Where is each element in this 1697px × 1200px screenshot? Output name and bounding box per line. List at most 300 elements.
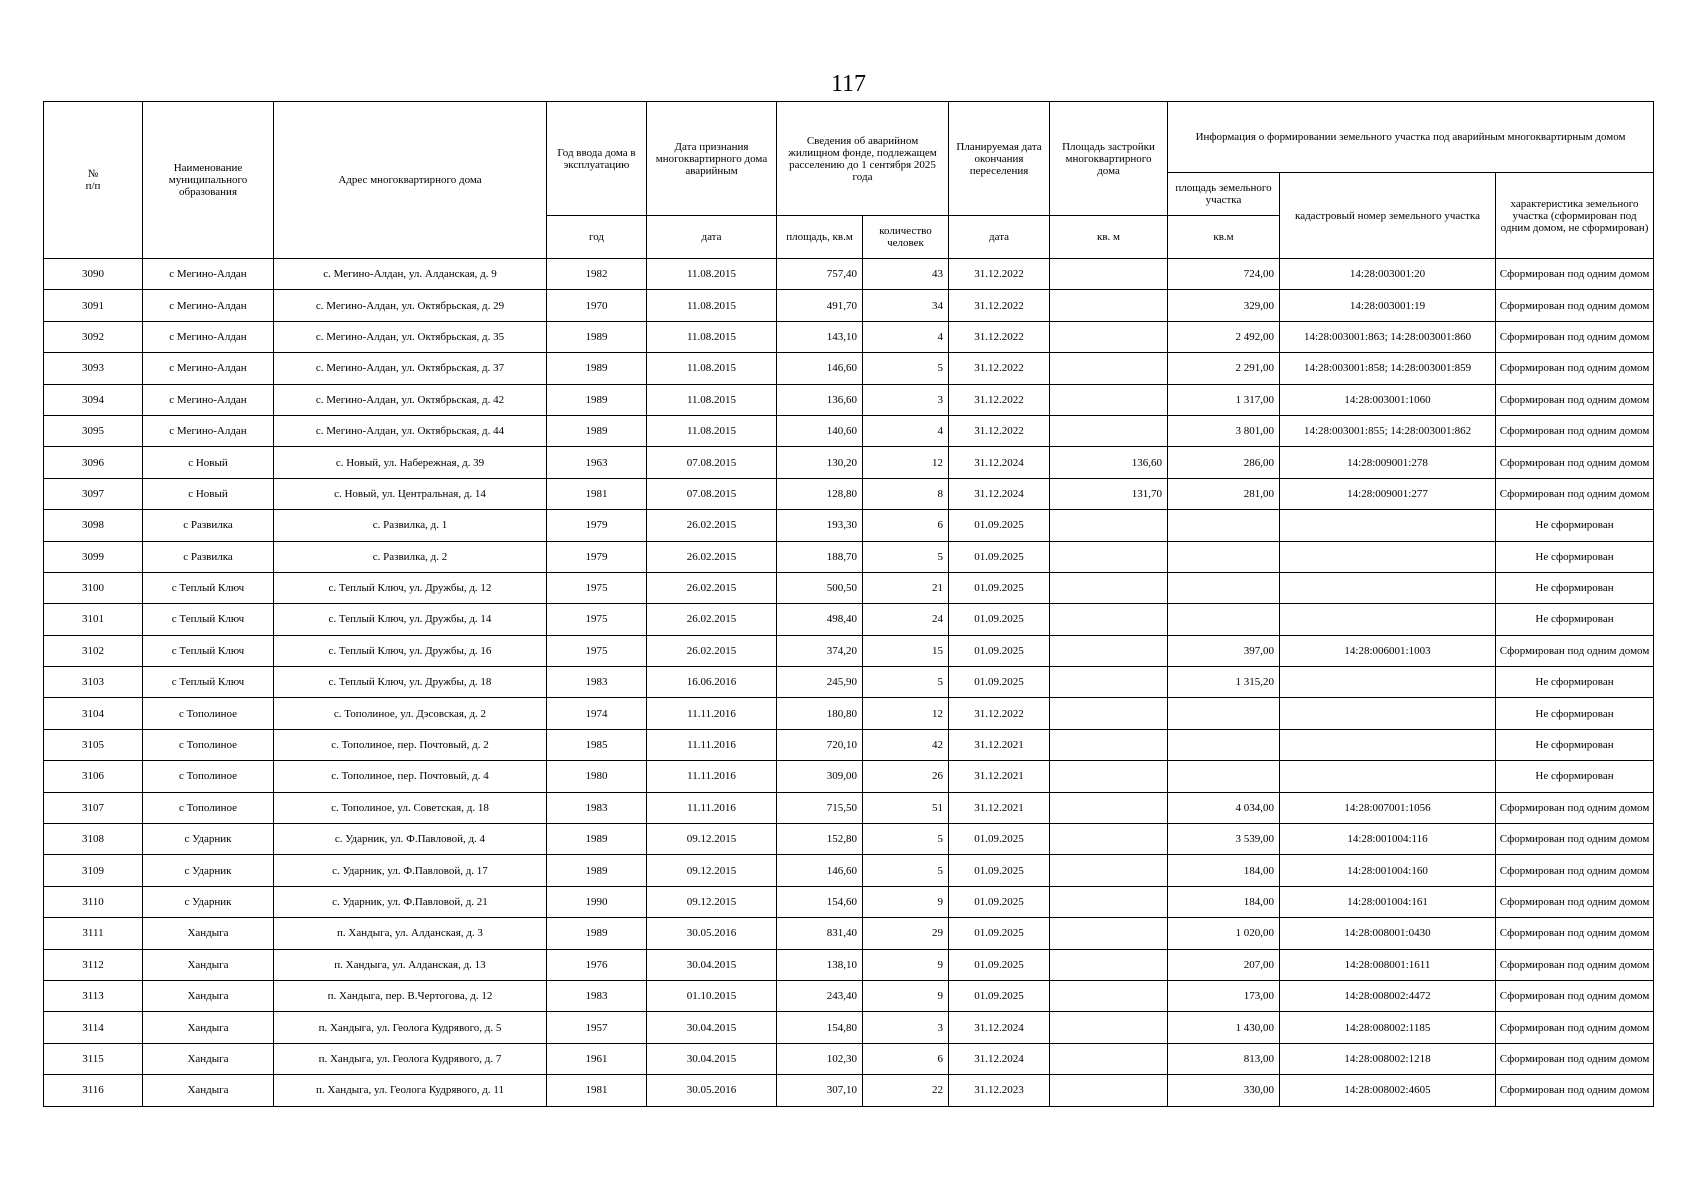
cell-people: 5 <box>863 824 949 855</box>
cell-number: 3108 <box>44 824 143 855</box>
cell-characteristic: Сформирован под одним домом <box>1496 855 1654 886</box>
table-row <box>44 667 1654 698</box>
cell-municipality: с Тополиное <box>143 729 274 760</box>
cell-number: 3091 <box>44 290 143 321</box>
cell-planned-date: 01.09.2025 <box>949 541 1050 572</box>
cell-cadastral: 14:28:003001:863; 14:28:003001:860 <box>1280 321 1496 352</box>
cell-year: 1975 <box>547 572 647 603</box>
cell-building-area <box>1050 259 1168 290</box>
table-body <box>44 259 1654 1107</box>
cell-area: 102,30 <box>777 1043 863 1074</box>
cell-municipality: с Новый <box>143 447 274 478</box>
cell-year: 1989 <box>547 855 647 886</box>
cell-address: с. Теплый Ключ, ул. Дружбы, д. 18 <box>274 667 547 698</box>
cell-building-area <box>1050 541 1168 572</box>
cell-planned-date: 31.12.2022 <box>949 321 1050 352</box>
cell-cadastral <box>1280 761 1496 792</box>
cell-address: с. Тополиное, ул. Дэсовская, д. 2 <box>274 698 547 729</box>
cell-people: 9 <box>863 980 949 1011</box>
cell-municipality: Хандыга <box>143 980 274 1011</box>
cell-recognition-date: 26.02.2015 <box>647 541 777 572</box>
cell-year: 1989 <box>547 321 647 352</box>
cell-municipality: с Мегино-Алдан <box>143 353 274 384</box>
header-unit-year: год <box>547 216 647 259</box>
cell-municipality: Хандыга <box>143 918 274 949</box>
cell-people: 12 <box>863 447 949 478</box>
cell-characteristic: Не сформирован <box>1496 667 1654 698</box>
cell-planned-date: 31.12.2024 <box>949 1043 1050 1074</box>
cell-land-area: 329,00 <box>1168 290 1280 321</box>
cell-land-area: 724,00 <box>1168 259 1280 290</box>
cell-number: 3113 <box>44 980 143 1011</box>
cell-planned-date: 01.09.2025 <box>949 824 1050 855</box>
cell-land-area <box>1168 729 1280 760</box>
page-number: 117 <box>830 71 867 97</box>
cell-number: 3099 <box>44 541 143 572</box>
cell-land-area <box>1168 510 1280 541</box>
cell-number: 3102 <box>44 635 143 666</box>
cell-planned-date: 01.09.2025 <box>949 949 1050 980</box>
cell-area: 146,60 <box>777 855 863 886</box>
cell-cadastral <box>1280 729 1496 760</box>
cell-area: 374,20 <box>777 635 863 666</box>
cell-recognition-date: 01.10.2015 <box>647 980 777 1011</box>
cell-address: с. Мегино-Алдан, ул. Октябрьская, д. 42 <box>274 384 547 415</box>
cell-characteristic: Сформирован под одним домом <box>1496 949 1654 980</box>
cell-building-area <box>1050 792 1168 823</box>
cell-land-area: 397,00 <box>1168 635 1280 666</box>
cell-year: 1989 <box>547 353 647 384</box>
cell-municipality: Хандыга <box>143 1043 274 1074</box>
cell-planned-date: 01.09.2025 <box>949 918 1050 949</box>
cell-building-area <box>1050 698 1168 729</box>
cell-people: 24 <box>863 604 949 635</box>
cell-municipality: Хандыга <box>143 1012 274 1043</box>
cell-cadastral: 14:28:003001:855; 14:28:003001:862 <box>1280 415 1496 446</box>
cell-municipality: с Мегино-Алдан <box>143 259 274 290</box>
cell-people: 34 <box>863 290 949 321</box>
cell-recognition-date: 11.08.2015 <box>647 321 777 352</box>
cell-address: с. Мегино-Алдан, ул. Октябрьская, д. 29 <box>274 290 547 321</box>
cell-number: 3095 <box>44 415 143 446</box>
cell-area: 720,10 <box>777 729 863 760</box>
cell-people: 15 <box>863 635 949 666</box>
cell-building-area <box>1050 949 1168 980</box>
cell-municipality: с Ударник <box>143 824 274 855</box>
cell-area: 757,40 <box>777 259 863 290</box>
cell-cadastral: 14:28:003001:1060 <box>1280 384 1496 415</box>
cell-area: 831,40 <box>777 918 863 949</box>
cell-number: 3104 <box>44 698 143 729</box>
cell-address: п. Хандыга, ул. Геолога Кудрявого, д. 7 <box>274 1043 547 1074</box>
cell-recognition-date: 11.08.2015 <box>647 353 777 384</box>
cell-planned-date: 31.12.2022 <box>949 353 1050 384</box>
cell-people: 12 <box>863 698 949 729</box>
cell-building-area <box>1050 415 1168 446</box>
cell-municipality: с Тополиное <box>143 761 274 792</box>
cell-number: 3114 <box>44 1012 143 1043</box>
cell-characteristic: Не сформирован <box>1496 572 1654 603</box>
cell-cadastral: 14:28:008002:4605 <box>1280 1075 1496 1106</box>
cell-municipality: с Ударник <box>143 886 274 917</box>
cell-municipality: с Развилка <box>143 510 274 541</box>
cell-building-area <box>1050 353 1168 384</box>
cell-cadastral: 14:28:006001:1003 <box>1280 635 1496 666</box>
cell-municipality: с Тополиное <box>143 698 274 729</box>
cell-recognition-date: 11.11.2016 <box>647 729 777 760</box>
cell-recognition-date: 30.04.2015 <box>647 1012 777 1043</box>
cell-area: 500,50 <box>777 572 863 603</box>
table-row <box>44 949 1654 980</box>
header-building-area: Площадь застройки многоквартирного дома <box>1050 102 1168 216</box>
cell-people: 3 <box>863 384 949 415</box>
cell-area: 491,70 <box>777 290 863 321</box>
cell-cadastral: 14:28:008002:1218 <box>1280 1043 1496 1074</box>
cell-year: 1979 <box>547 541 647 572</box>
cell-people: 5 <box>863 667 949 698</box>
cell-area: 154,60 <box>777 886 863 917</box>
cell-area: 307,10 <box>777 1075 863 1106</box>
cell-land-area <box>1168 761 1280 792</box>
cell-recognition-date: 11.08.2015 <box>647 290 777 321</box>
cell-cadastral: 14:28:008001:0430 <box>1280 918 1496 949</box>
cell-municipality: Хандыга <box>143 949 274 980</box>
cell-year: 1990 <box>547 886 647 917</box>
cell-municipality: с Теплый Ключ <box>143 572 274 603</box>
cell-cadastral: 14:28:003001:858; 14:28:003001:859 <box>1280 353 1496 384</box>
cell-year: 1980 <box>547 761 647 792</box>
table-row <box>44 761 1654 792</box>
cell-planned-date: 01.09.2025 <box>949 855 1050 886</box>
cell-characteristic: Сформирован под одним домом <box>1496 353 1654 384</box>
table-row <box>44 635 1654 666</box>
cell-characteristic: Не сформирован <box>1496 604 1654 635</box>
cell-year: 1982 <box>547 259 647 290</box>
cell-characteristic: Сформирован под одним домом <box>1496 886 1654 917</box>
header-num: № п/п <box>44 102 143 259</box>
cell-characteristic: Сформирован под одним домом <box>1496 1075 1654 1106</box>
header-unit-planned-date: дата <box>949 216 1050 259</box>
cell-recognition-date: 30.05.2016 <box>647 918 777 949</box>
cell-area: 243,40 <box>777 980 863 1011</box>
cell-land-area <box>1168 541 1280 572</box>
header-cadastral: кадастровый номер земельного участка <box>1280 173 1496 259</box>
header-characteristic: характеристика земельного участка (сформирован под одним домом, не сформирован) <box>1496 173 1654 259</box>
cell-cadastral <box>1280 572 1496 603</box>
cell-address: с. Тополиное, пер. Почтовый, д. 4 <box>274 761 547 792</box>
cell-area: 136,60 <box>777 384 863 415</box>
cell-characteristic: Сформирован под одним домом <box>1496 1043 1654 1074</box>
cell-people: 9 <box>863 949 949 980</box>
cell-building-area <box>1050 729 1168 760</box>
cell-area: 152,80 <box>777 824 863 855</box>
cell-recognition-date: 26.02.2015 <box>647 635 777 666</box>
cell-address: с. Теплый Ключ, ул. Дружбы, д. 12 <box>274 572 547 603</box>
cell-planned-date: 31.12.2021 <box>949 729 1050 760</box>
cell-municipality: с Ударник <box>143 855 274 886</box>
cell-land-area: 173,00 <box>1168 980 1280 1011</box>
table-row <box>44 918 1654 949</box>
cell-land-area: 1 430,00 <box>1168 1012 1280 1043</box>
cell-cadastral: 14:28:007001:1056 <box>1280 792 1496 823</box>
table-row <box>44 698 1654 729</box>
cell-area: 146,60 <box>777 353 863 384</box>
cell-building-area <box>1050 572 1168 603</box>
header-unit-area: площадь, кв.м <box>777 216 863 259</box>
table-row <box>44 824 1654 855</box>
table-row <box>44 541 1654 572</box>
cell-planned-date: 31.12.2022 <box>949 415 1050 446</box>
cell-area: 309,00 <box>777 761 863 792</box>
cell-people: 29 <box>863 918 949 949</box>
cell-cadastral: 14:28:003001:20 <box>1280 259 1496 290</box>
cell-characteristic: Сформирован под одним домом <box>1496 792 1654 823</box>
cell-year: 1989 <box>547 415 647 446</box>
cell-recognition-date: 09.12.2015 <box>647 824 777 855</box>
cell-number: 3107 <box>44 792 143 823</box>
cell-address: с. Развилка, д. 2 <box>274 541 547 572</box>
cell-characteristic: Не сформирован <box>1496 761 1654 792</box>
cell-area: 154,80 <box>777 1012 863 1043</box>
table-row <box>44 729 1654 760</box>
cell-year: 1976 <box>547 949 647 980</box>
cell-people: 51 <box>863 792 949 823</box>
cell-area: 143,10 <box>777 321 863 352</box>
cell-number: 3105 <box>44 729 143 760</box>
cell-year: 1989 <box>547 384 647 415</box>
cell-address: с. Ударник, ул. Ф.Павловой, д. 21 <box>274 886 547 917</box>
table-row <box>44 855 1654 886</box>
cell-recognition-date: 07.08.2015 <box>647 478 777 509</box>
cell-people: 5 <box>863 855 949 886</box>
cell-cadastral <box>1280 510 1496 541</box>
cell-area: 130,20 <box>777 447 863 478</box>
cell-number: 3092 <box>44 321 143 352</box>
cell-recognition-date: 11.08.2015 <box>647 259 777 290</box>
cell-planned-date: 01.09.2025 <box>949 886 1050 917</box>
cell-address: с. Мегино-Алдан, ул. Алданская, д. 9 <box>274 259 547 290</box>
cell-number: 3116 <box>44 1075 143 1106</box>
table-row <box>44 353 1654 384</box>
cell-characteristic: Сформирован под одним домом <box>1496 290 1654 321</box>
cell-number: 3096 <box>44 447 143 478</box>
header-address: Адрес многоквартирного дома <box>274 102 547 259</box>
cell-cadastral: 14:28:009001:278 <box>1280 447 1496 478</box>
cell-building-area: 131,70 <box>1050 478 1168 509</box>
cell-cadastral: 14:28:001004:161 <box>1280 886 1496 917</box>
header-land-area: площадь земельного участка <box>1168 173 1280 216</box>
cell-address: с. Тополиное, ул. Советская, д. 18 <box>274 792 547 823</box>
table-row <box>44 980 1654 1011</box>
cell-land-area: 813,00 <box>1168 1043 1280 1074</box>
cell-number: 3090 <box>44 259 143 290</box>
cell-cadastral <box>1280 698 1496 729</box>
cell-building-area <box>1050 918 1168 949</box>
cell-address: п. Хандыга, ул. Геолога Кудрявого, д. 11 <box>274 1075 547 1106</box>
cell-recognition-date: 30.05.2016 <box>647 1075 777 1106</box>
cell-address: с. Новый, ул. Набережная, д. 39 <box>274 447 547 478</box>
table-row <box>44 792 1654 823</box>
cell-address: с. Мегино-Алдан, ул. Октябрьская, д. 44 <box>274 415 547 446</box>
cell-characteristic: Сформирован под одним домом <box>1496 415 1654 446</box>
table-row <box>44 1075 1654 1106</box>
cell-year: 1983 <box>547 792 647 823</box>
cell-recognition-date: 30.04.2015 <box>647 1043 777 1074</box>
cell-characteristic: Сформирован под одним домом <box>1496 635 1654 666</box>
cell-number: 3111 <box>44 918 143 949</box>
cell-planned-date: 01.09.2025 <box>949 510 1050 541</box>
cell-planned-date: 31.12.2022 <box>949 698 1050 729</box>
cell-characteristic: Не сформирован <box>1496 541 1654 572</box>
cell-land-area: 1 020,00 <box>1168 918 1280 949</box>
cell-address: с. Новый, ул. Центральная, д. 14 <box>274 478 547 509</box>
cell-building-area <box>1050 1043 1168 1074</box>
cell-planned-date: 31.12.2024 <box>949 447 1050 478</box>
cell-characteristic: Сформирован под одним домом <box>1496 1012 1654 1043</box>
header-unit-land-sqm: кв.м <box>1168 216 1280 259</box>
cell-people: 5 <box>863 353 949 384</box>
cell-area: 140,60 <box>777 415 863 446</box>
cell-cadastral: 14:28:001004:116 <box>1280 824 1496 855</box>
cell-recognition-date: 26.02.2015 <box>647 510 777 541</box>
cell-planned-date: 01.09.2025 <box>949 980 1050 1011</box>
table-row <box>44 290 1654 321</box>
header-emergency-info: Сведения об аварийном жилищном фонде, подлежащем расселению до 1 сентября 2025 года <box>777 102 949 216</box>
cell-year: 1970 <box>547 290 647 321</box>
cell-area: 180,80 <box>777 698 863 729</box>
cell-area: 715,50 <box>777 792 863 823</box>
cell-planned-date: 31.12.2024 <box>949 478 1050 509</box>
cell-land-area: 3 539,00 <box>1168 824 1280 855</box>
table-row <box>44 1012 1654 1043</box>
cell-land-area: 1 317,00 <box>1168 384 1280 415</box>
cell-year: 1974 <box>547 698 647 729</box>
cell-land-area: 207,00 <box>1168 949 1280 980</box>
cell-planned-date: 31.12.2022 <box>949 290 1050 321</box>
cell-building-area <box>1050 824 1168 855</box>
cell-land-area: 1 315,20 <box>1168 667 1280 698</box>
table-row <box>44 447 1654 478</box>
cell-year: 1983 <box>547 980 647 1011</box>
header-planned-date: Планируемая дата окончания переселения <box>949 102 1050 216</box>
table-row <box>44 415 1654 446</box>
cell-municipality: с Мегино-Алдан <box>143 321 274 352</box>
cell-people: 21 <box>863 572 949 603</box>
cell-year: 1981 <box>547 1075 647 1106</box>
table-row <box>44 259 1654 290</box>
cell-characteristic: Сформирован под одним домом <box>1496 384 1654 415</box>
table-row <box>44 572 1654 603</box>
table-row <box>44 1043 1654 1074</box>
cell-recognition-date: 11.11.2016 <box>647 792 777 823</box>
cell-characteristic: Не сформирован <box>1496 510 1654 541</box>
table-row <box>44 321 1654 352</box>
cell-recognition-date: 16.06.2016 <box>647 667 777 698</box>
cell-planned-date: 31.12.2024 <box>949 1012 1050 1043</box>
cell-recognition-date: 09.12.2015 <box>647 855 777 886</box>
cell-address: с. Мегино-Алдан, ул. Октябрьская, д. 35 <box>274 321 547 352</box>
cell-municipality: Хандыга <box>143 1075 274 1106</box>
cell-building-area <box>1050 886 1168 917</box>
cell-number: 3101 <box>44 604 143 635</box>
cell-people: 8 <box>863 478 949 509</box>
cell-building-area <box>1050 384 1168 415</box>
cell-recognition-date: 07.08.2015 <box>647 447 777 478</box>
cell-number: 3110 <box>44 886 143 917</box>
cell-land-area: 184,00 <box>1168 855 1280 886</box>
cell-building-area <box>1050 290 1168 321</box>
cell-year: 1975 <box>547 635 647 666</box>
cell-land-area: 184,00 <box>1168 886 1280 917</box>
cell-building-area <box>1050 761 1168 792</box>
table-row <box>44 510 1654 541</box>
cell-recognition-date: 11.11.2016 <box>647 698 777 729</box>
cell-planned-date: 01.09.2025 <box>949 604 1050 635</box>
cell-address: п. Хандыга, ул. Алданская, д. 13 <box>274 949 547 980</box>
table-row <box>44 384 1654 415</box>
cell-municipality: с Мегино-Алдан <box>143 290 274 321</box>
table-row <box>44 886 1654 917</box>
cell-number: 3115 <box>44 1043 143 1074</box>
cell-address: с. Мегино-Алдан, ул. Октябрьская, д. 37 <box>274 353 547 384</box>
cell-recognition-date: 11.11.2016 <box>647 761 777 792</box>
cell-building-area <box>1050 321 1168 352</box>
cell-year: 1979 <box>547 510 647 541</box>
cell-planned-date: 31.12.2023 <box>949 1075 1050 1106</box>
cell-number: 3103 <box>44 667 143 698</box>
cell-year: 1981 <box>547 478 647 509</box>
cell-planned-date: 01.09.2025 <box>949 572 1050 603</box>
cell-year: 1983 <box>547 667 647 698</box>
cell-address: с. Ударник, ул. Ф.Павловой, д. 17 <box>274 855 547 886</box>
cell-people: 6 <box>863 1043 949 1074</box>
cell-people: 4 <box>863 415 949 446</box>
header-recognition-date: Дата признания многоквартирного дома аварийным <box>647 102 777 216</box>
cell-address: с. Тополиное, пер. Почтовый, д. 2 <box>274 729 547 760</box>
cell-planned-date: 01.09.2025 <box>949 667 1050 698</box>
cell-year: 1985 <box>547 729 647 760</box>
cell-land-area: 2 291,00 <box>1168 353 1280 384</box>
cell-area: 188,70 <box>777 541 863 572</box>
cell-cadastral <box>1280 541 1496 572</box>
cell-people: 3 <box>863 1012 949 1043</box>
cell-municipality: с Новый <box>143 478 274 509</box>
cell-area: 498,40 <box>777 604 863 635</box>
cell-cadastral: 14:28:008002:4472 <box>1280 980 1496 1011</box>
cell-land-area <box>1168 572 1280 603</box>
cell-characteristic: Не сформирован <box>1496 698 1654 729</box>
cell-year: 1961 <box>547 1043 647 1074</box>
cell-year: 1963 <box>547 447 647 478</box>
cell-number: 3093 <box>44 353 143 384</box>
cell-year: 1975 <box>547 604 647 635</box>
cell-characteristic: Сформирован под одним домом <box>1496 259 1654 290</box>
cell-planned-date: 01.09.2025 <box>949 635 1050 666</box>
cell-land-area: 281,00 <box>1168 478 1280 509</box>
cell-land-area: 330,00 <box>1168 1075 1280 1106</box>
cell-municipality: с Мегино-Алдан <box>143 415 274 446</box>
cell-land-area <box>1168 604 1280 635</box>
cell-building-area <box>1050 604 1168 635</box>
cell-recognition-date: 11.08.2015 <box>647 415 777 446</box>
header-unit-sqm: кв. м <box>1050 216 1168 259</box>
cell-number: 3094 <box>44 384 143 415</box>
cell-area: 128,80 <box>777 478 863 509</box>
cell-people: 43 <box>863 259 949 290</box>
cell-building-area: 136,60 <box>1050 447 1168 478</box>
cell-building-area <box>1050 980 1168 1011</box>
cell-address: с. Теплый Ключ, ул. Дружбы, д. 14 <box>274 604 547 635</box>
